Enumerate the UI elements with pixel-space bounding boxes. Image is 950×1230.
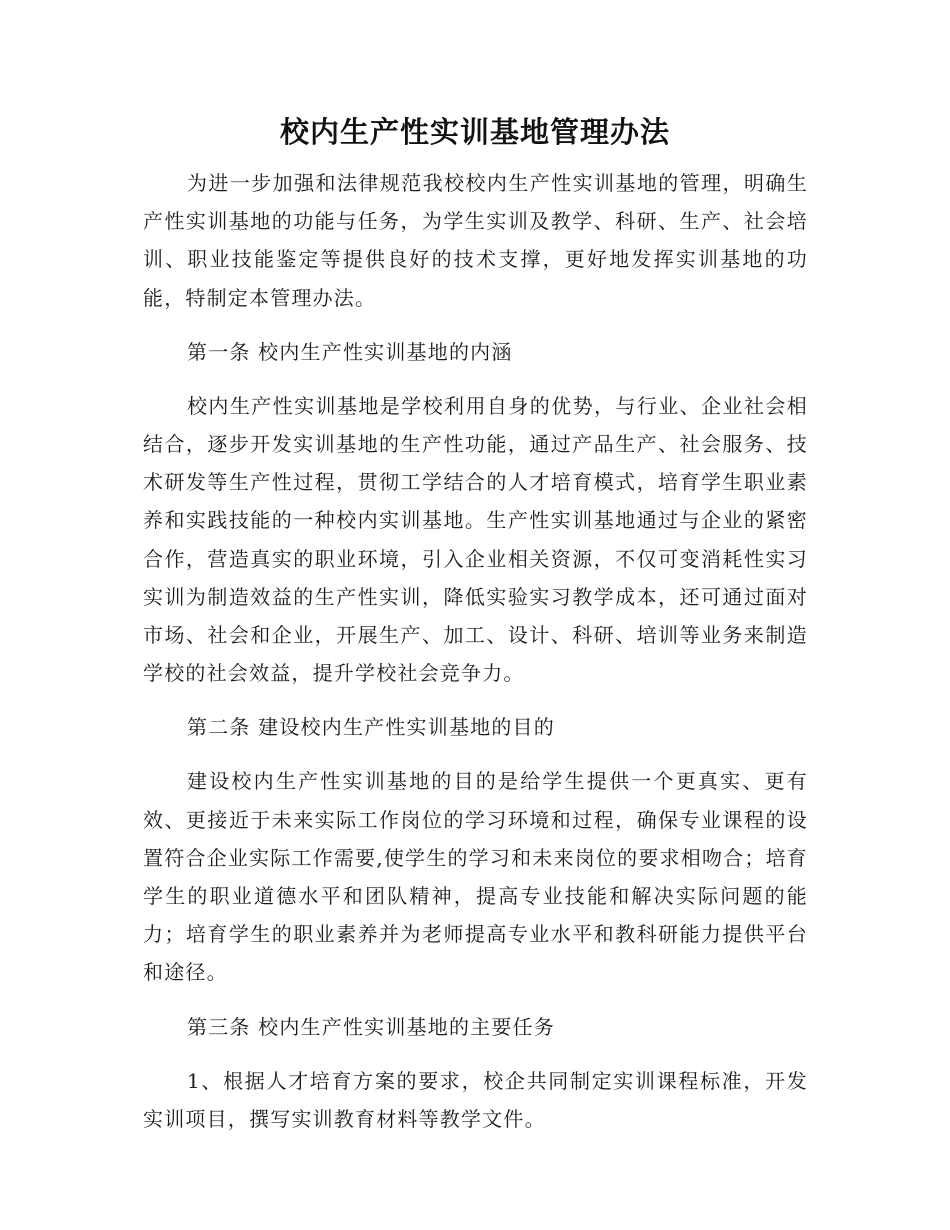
document-title: 校内生产性实训基地管理办法 [279, 115, 670, 149]
paragraph-spacer [143, 317, 808, 333]
intro-paragraph: 为进一步加强和法律规范我校校内生产性实训基地的管理，明确生产性实训基地的功能与任务，为学生实训及教学、科研、生产、社会培训、职业技能鉴定等提供良好的技术支撑，更好地发挥实训基地的功能，特制定本管理办法。 [143, 171, 808, 310]
section-1-heading: 第一条 校内生产性实训基地的内涵 [187, 339, 513, 364]
section-3-heading: 第三条 校内生产性实训基地的主要任务 [187, 1014, 555, 1039]
section-2-heading: 第二条 建设校内生产性实训基地的目的 [187, 715, 555, 740]
document-body [143, 164, 808, 1138]
paragraph-spacer [143, 746, 808, 762]
paragraph-spacer [143, 371, 808, 387]
paragraph-spacer [143, 692, 808, 708]
section-3-paragraph: 1、根据人才培育方案的要求，校企共同制定实训课程标准，开发实训项目，撰写实训教育材料等教学文件。 [143, 1068, 808, 1131]
section-1-paragraph: 校内生产性实训基地是学校利用自身的优势，与行业、企业社会相结合，逐步开发实训基地的生产性功能，通过产品生产、社会服务、技术研发等生产性过程，贯彻工学结合的人才培育模式，培育学生职业素养和实践技能的一种校内实训基地。生产性实训基地通过与企业的紧密合作，营造真实的职业环境，引入企业相关资源，不仅可变消耗性实习实训为制造效益的生产性实训，降低实验实习教学成本，还可通过面对市场、社会和企业，开展生产、加工、设计、科研、培训等业务来制造学校的社会效益，提升学校社会竞争力。 [143, 393, 808, 686]
paragraph-spacer [143, 992, 808, 1008]
paragraph-spacer [143, 1046, 808, 1062]
section-2-paragraph: 建设校内生产性实训基地的目的是给学生提供一个更真实、更有效、更接近于未来实际工作岗位的学习环境和过程，确保专业课程的设置符合企业实际工作需要,使学生的学习和未来岗位的要求相吻合；培育学生的职业道德水平和团队精神，提高专业技能和解决实际问题的能力；培育学生的职业素养并为老师提高专业水平和教科研能力提供平台和途径。 [143, 769, 808, 985]
